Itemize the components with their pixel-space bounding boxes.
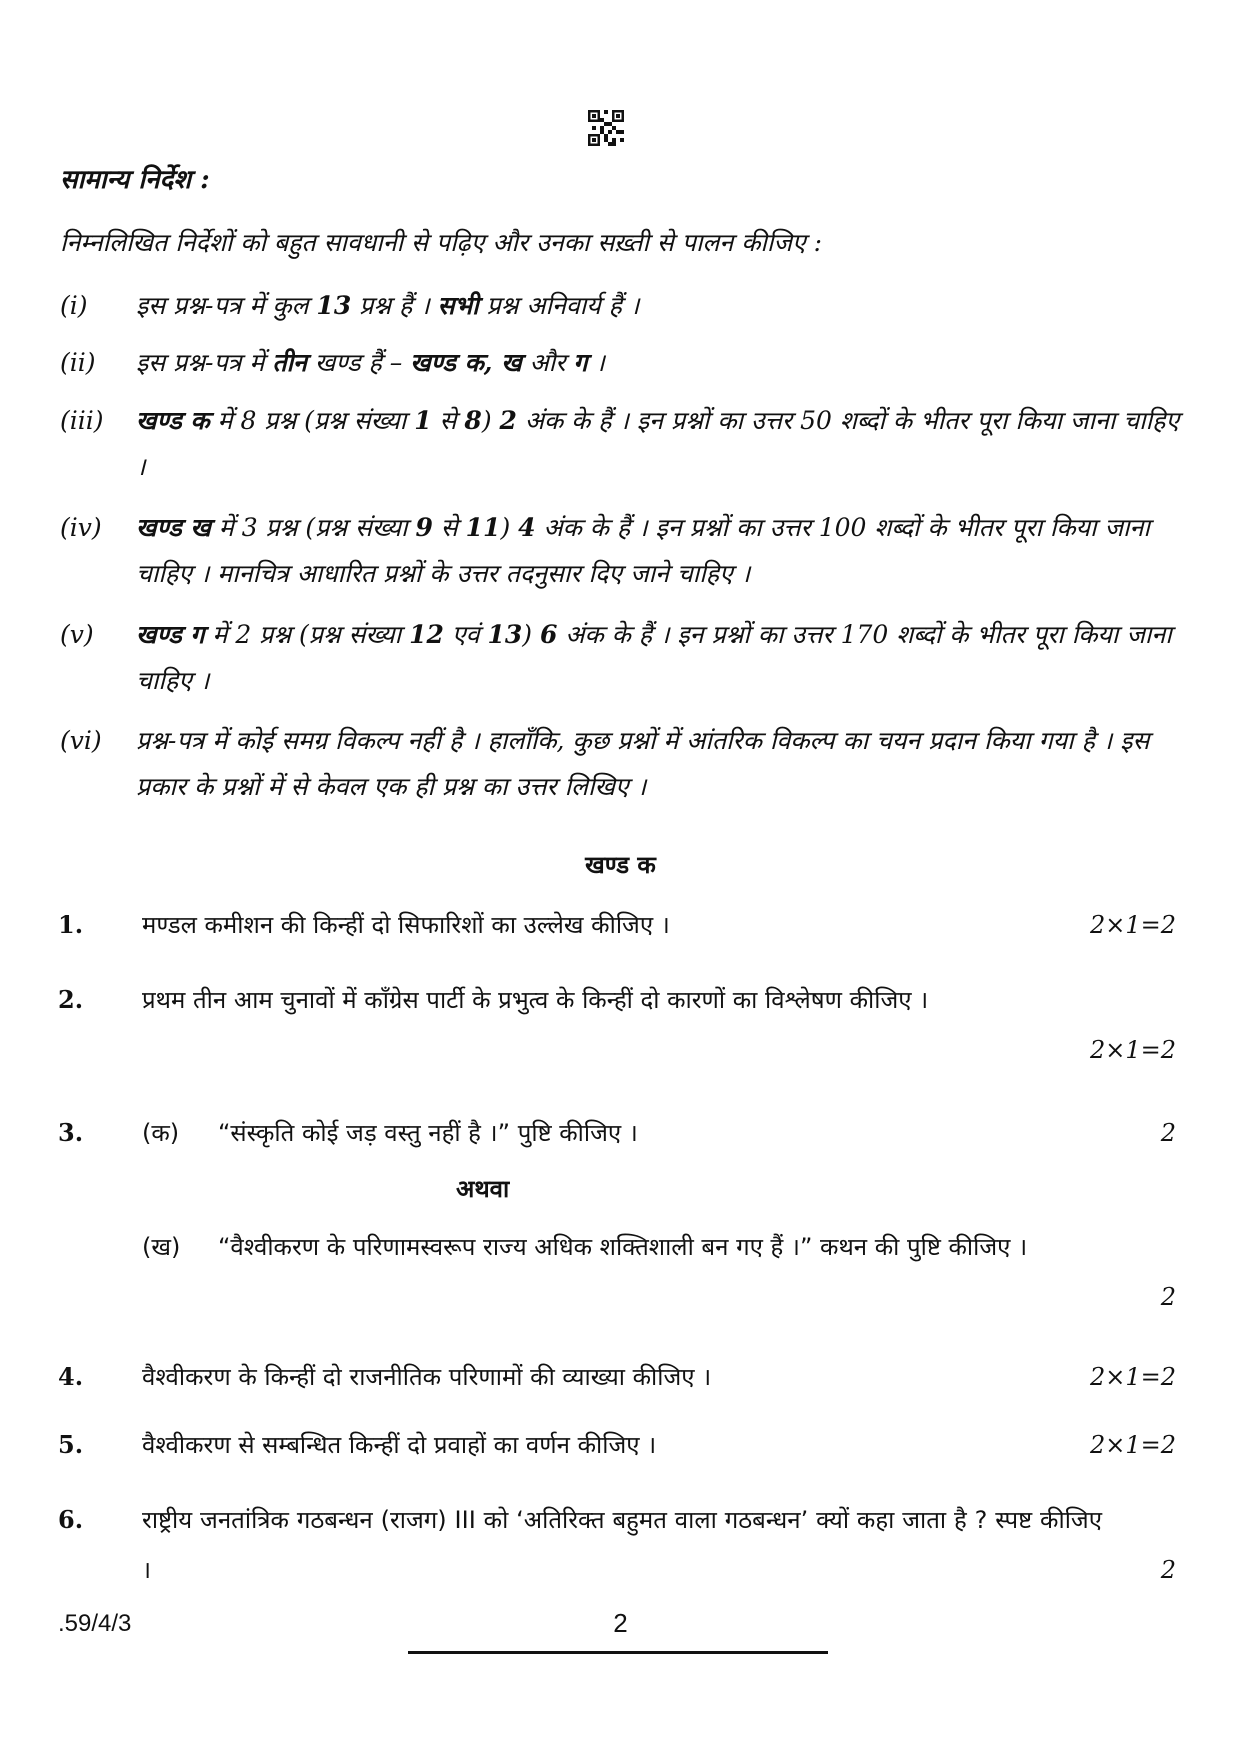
question-marks: 2×1=2 bbox=[1089, 1036, 1176, 1064]
option-label: (क) bbox=[142, 1119, 180, 1147]
instruction-number: (ii) bbox=[60, 348, 96, 377]
instruction-text: खण्ड ख में 3 प्रश्न (प्रश्न संख्या 9 से 11) 4 अंक के हैं । इन प्रश्नों का उत्तर 100 शब्दों के भीतर पूरा किया जाना चाहिए । मानचित्र आधारित प्रश्नों के उत्तर तदनुसार दिए जाने चाहिए । bbox=[136, 513, 1150, 588]
instruction-item-2 bbox=[60, 340, 1190, 386]
instruction-item-4 bbox=[60, 505, 1190, 597]
option-text: “वैश्वीकरण के परिणामस्वरूप राज्य अधिक शक्तिशाली बन गए हैं ।” कथन की पुष्टि कीजिए । bbox=[218, 1233, 1028, 1261]
question-5 bbox=[58, 1420, 1188, 1470]
question-marks: 2×1=2 bbox=[1089, 1431, 1176, 1459]
page-number: 2 bbox=[613, 1608, 628, 1638]
general-instructions-title: सामान्य निर्देश : bbox=[60, 165, 210, 195]
section-heading: खण्ड क bbox=[585, 851, 656, 879]
general-instructions-intro: निम्नलिखित निर्देशों को बहुत सावधानी से पढ़िए और उनका सख़्ती से पालन कीजिए : bbox=[60, 228, 823, 257]
question-2 bbox=[58, 975, 1188, 1064]
instruction-text: इस प्रश्न-पत्र में तीन खण्ड हैं – खण्ड क, ख और ग । bbox=[136, 348, 605, 377]
question-marks: 2×1=2 bbox=[1089, 911, 1176, 939]
question-text: राष्ट्रीय जनतांत्रिक गठबन्धन (राजग) III को ‘अतिरिक्त बहुमत वाला गठबन्धन’ क्यों कहा जाता है ? स्पष्ट कीजिए । bbox=[142, 1506, 1102, 1584]
paper-code: .59/4/3 bbox=[58, 1610, 132, 1637]
footer-divider bbox=[408, 1651, 828, 1654]
question-number: 6. bbox=[58, 1505, 84, 1534]
question-number: 2. bbox=[58, 985, 84, 1014]
question-number: 3. bbox=[58, 1118, 84, 1147]
instruction-item-1 bbox=[60, 283, 1190, 329]
question-3-option-b bbox=[142, 1222, 1188, 1311]
question-4 bbox=[58, 1352, 1188, 1402]
instruction-text: प्रश्न-पत्र में कोई समग्र विकल्प नहीं है । हालाँकि, कुछ प्रश्नों में आंतरिक विकल्प का चयन प्रदान किया गया है । इस प्रकार के प्रश्नों में से केवल एक ही प्रश्न का उत्तर लिखिए । bbox=[136, 726, 1150, 801]
instruction-text: इस प्रश्न-पत्र में कुल 13 प्रश्न हैं । सभी प्रश्न अनिवार्य हैं । bbox=[136, 291, 640, 320]
instruction-number: (iv) bbox=[60, 513, 102, 542]
question-number: 4. bbox=[58, 1362, 84, 1391]
question-text: वैश्वीकरण के किन्हीं दो राजनीतिक परिणामों की व्याख्या कीजिए । bbox=[142, 1363, 712, 1391]
question-text: वैश्वीकरण से सम्बन्धित किन्हीं दो प्रवाहों का वर्णन कीजिए । bbox=[142, 1431, 657, 1459]
instruction-number: (iii) bbox=[60, 406, 104, 435]
instruction-number: (i) bbox=[60, 291, 88, 320]
option-marks: 2 bbox=[1160, 1283, 1176, 1311]
question-text: प्रथम तीन आम चुनावों में काँग्रेस पार्टी के प्रभुत्व के किन्हीं दो कारणों का विश्लेषण कीजिए । bbox=[142, 986, 929, 1014]
question-marks: 2×1=2 bbox=[1089, 1363, 1176, 1391]
qr-code-icon bbox=[588, 110, 624, 146]
option-label: (ख) bbox=[142, 1233, 181, 1261]
option-marks: 2 bbox=[1160, 1119, 1176, 1147]
question-text: मण्डल कमीशन की किन्हीं दो सिफारिशों का उल्लेख कीजिए । bbox=[142, 911, 670, 939]
instruction-item-3 bbox=[60, 398, 1190, 490]
question-1 bbox=[58, 900, 1188, 950]
instruction-item-6 bbox=[60, 718, 1190, 810]
question-6 bbox=[58, 1495, 1188, 1595]
question-number: 1. bbox=[58, 910, 84, 939]
question-marks: 2 bbox=[1160, 1556, 1176, 1584]
question-3-option-a bbox=[142, 1108, 1188, 1158]
instruction-number: (v) bbox=[60, 620, 94, 649]
instruction-item-5 bbox=[60, 612, 1190, 704]
option-text: “संस्कृति कोई जड़ वस्तु नहीं है ।” पुष्टि कीजिए । bbox=[218, 1119, 638, 1147]
instruction-number: (vi) bbox=[60, 726, 102, 755]
question-number: 5. bbox=[58, 1430, 84, 1459]
instruction-text: खण्ड क में 8 प्रश्न (प्रश्न संख्या 1 से 8) 2 अंक के हैं । इन प्रश्नों का उत्तर 50 शब्दों के भीतर पूरा किया जाना चाहिए । bbox=[136, 406, 1180, 481]
instruction-text: खण्ड ग में 2 प्रश्न (प्रश्न संख्या 12 एवं 13) 6 अंक के हैं । इन प्रश्नों का उत्तर 170 शब्दों के भीतर पूरा किया जाना चाहिए । bbox=[136, 620, 1172, 695]
or-separator: अथवा bbox=[456, 1175, 510, 1203]
